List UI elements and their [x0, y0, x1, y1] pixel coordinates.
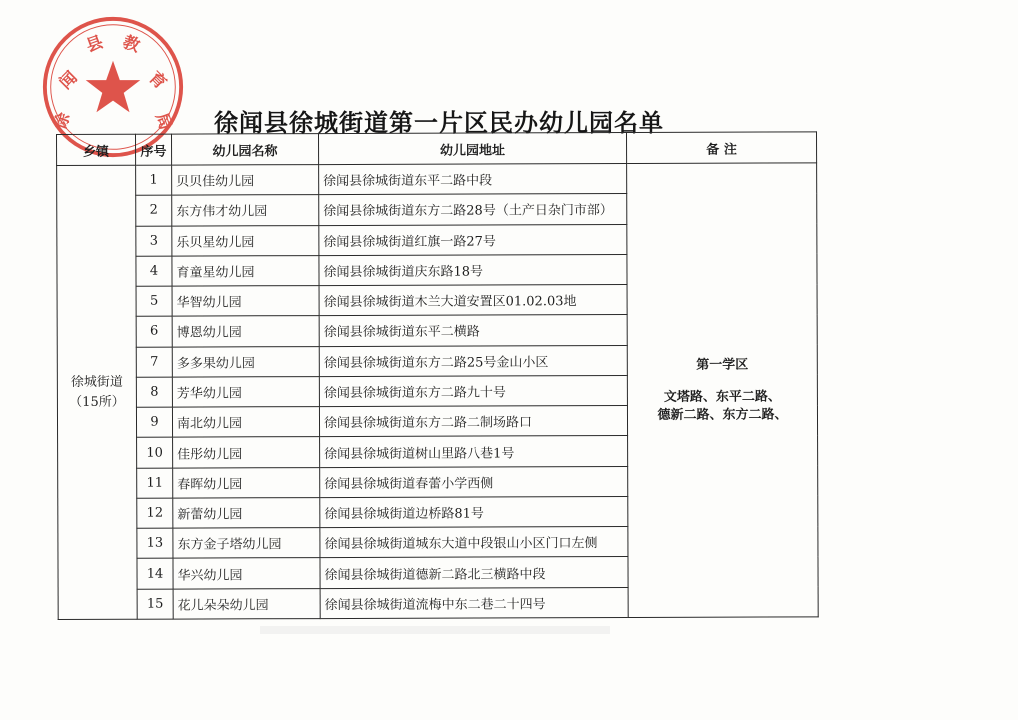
town-name: 徐城街道 — [70, 374, 123, 390]
kindergarten-address-cell: 徐闻县徐城街道东方二路25号金山小区 — [319, 345, 627, 376]
kindergarten-name-cell: 东方伟才幼儿园 — [172, 195, 319, 226]
note-roads-line-1: 文塔路、东平二路、 — [663, 388, 781, 405]
header-name: 幼儿园名称 — [172, 134, 319, 166]
svg-text:教: 教 — [120, 31, 143, 56]
kindergarten-name-cell: 华智幼儿园 — [172, 286, 319, 317]
kindergarten-address-cell: 徐闻县徐城街道边桥路81号 — [320, 496, 628, 527]
seq-cell: 7 — [136, 347, 172, 377]
seq-cell: 8 — [136, 377, 172, 407]
seq-cell: 10 — [137, 437, 173, 467]
kindergarten-address-cell: 徐闻县徐城街道木兰大道安置区01.02.03地 — [319, 285, 627, 316]
kindergarten-name-cell: 新蕾幼儿园 — [173, 498, 320, 529]
kindergarten-name-cell: 佳彤幼儿园 — [173, 437, 320, 468]
kindergarten-name-cell: 南北幼儿园 — [172, 407, 319, 438]
table-row — [57, 163, 817, 196]
svg-text:闻: 闻 — [54, 66, 81, 93]
kindergarten-address-cell: 徐闻县徐城街道东方二路28号（土产日杂门市部） — [319, 194, 627, 225]
kindergarten-address-cell: 徐闻县徐城街道庆东路18号 — [319, 254, 627, 285]
seq-cell: 5 — [136, 286, 172, 316]
kindergarten-address-cell: 徐闻县徐城街道德新二路北三横路中段 — [320, 557, 628, 588]
note-cell — [627, 163, 819, 618]
kindergarten-name-cell: 花儿朵朵幼儿园 — [173, 588, 320, 619]
kindergarten-name-cell: 博恩幼儿园 — [172, 316, 319, 347]
seq-cell: 11 — [137, 468, 173, 498]
kindergarten-name-cell: 育童星幼儿园 — [172, 255, 319, 286]
kindergarten-address-cell: 徐闻县徐城街道红旗一路27号 — [319, 224, 627, 255]
seq-cell: 1 — [136, 165, 172, 195]
kindergarten-address-cell: 徐闻县徐城街道春蕾小学西侧 — [320, 466, 628, 497]
kindergarten-address-cell: 徐闻县徐城街道东方二路九十号 — [319, 375, 627, 406]
seq-cell: 6 — [136, 316, 172, 346]
seal-star-icon — [86, 61, 141, 113]
header-address: 幼儿园地址 — [319, 133, 627, 165]
note-zone: 第一学区 — [696, 357, 749, 373]
kindergarten-name-cell: 芳华幼儿园 — [172, 376, 319, 407]
header-row — [57, 132, 817, 166]
kindergarten-name-cell: 东方金子塔幼儿园 — [173, 528, 320, 559]
header-note: 备 注 — [626, 132, 816, 164]
seq-cell: 2 — [136, 195, 172, 225]
kindergarten-name-cell: 多多果幼儿园 — [172, 346, 319, 377]
kindergarten-address-cell: 徐闻县徐城街道东平二路中段 — [319, 164, 627, 195]
kindergarten-table — [56, 131, 819, 620]
header-seq: 序号 — [136, 134, 172, 165]
seq-cell: 9 — [136, 407, 172, 437]
seq-cell: 15 — [137, 589, 173, 619]
svg-text:徐: 徐 — [49, 109, 74, 133]
kindergarten-address-cell: 徐闻县徐城街道城东大道中段银山小区门口左侧 — [320, 527, 628, 558]
kindergarten-list — [56, 131, 818, 620]
town-cell — [57, 165, 138, 619]
kindergarten-address-cell: 徐闻县徐城街道树山里路八巷1号 — [320, 436, 628, 467]
kindergarten-address-cell: 徐闻县徐城街道流梅中东二巷二十四号 — [320, 587, 628, 618]
seq-cell: 14 — [137, 559, 173, 589]
scan-artifact — [260, 626, 610, 634]
svg-text:局: 局 — [152, 109, 177, 133]
svg-text:县: 县 — [83, 31, 106, 56]
kindergarten-name-cell: 华兴幼儿园 — [173, 558, 320, 589]
document-title: 徐闻县徐城街道第一片区民办幼儿园名单 — [214, 108, 664, 137]
seq-cell: 4 — [136, 256, 172, 286]
kindergarten-name-cell: 乐贝星幼儿园 — [172, 225, 319, 256]
kindergarten-address-cell: 徐闻县徐城街道东平二横路 — [319, 315, 627, 346]
town-count: （15所） — [69, 394, 125, 410]
note-roads-line-2: 德新二路、东方二路、 — [657, 406, 788, 423]
kindergarten-name-cell: 贝贝佳幼儿园 — [172, 165, 319, 196]
seq-cell: 13 — [137, 528, 173, 558]
svg-text:育: 育 — [145, 66, 172, 93]
header-town: 乡镇 — [57, 134, 136, 165]
seq-cell: 3 — [136, 226, 172, 256]
kindergarten-address-cell: 徐闻县徐城街道东方二路二制场路口 — [319, 406, 627, 437]
seq-cell: 12 — [137, 498, 173, 528]
kindergarten-name-cell: 春晖幼儿园 — [173, 467, 320, 498]
